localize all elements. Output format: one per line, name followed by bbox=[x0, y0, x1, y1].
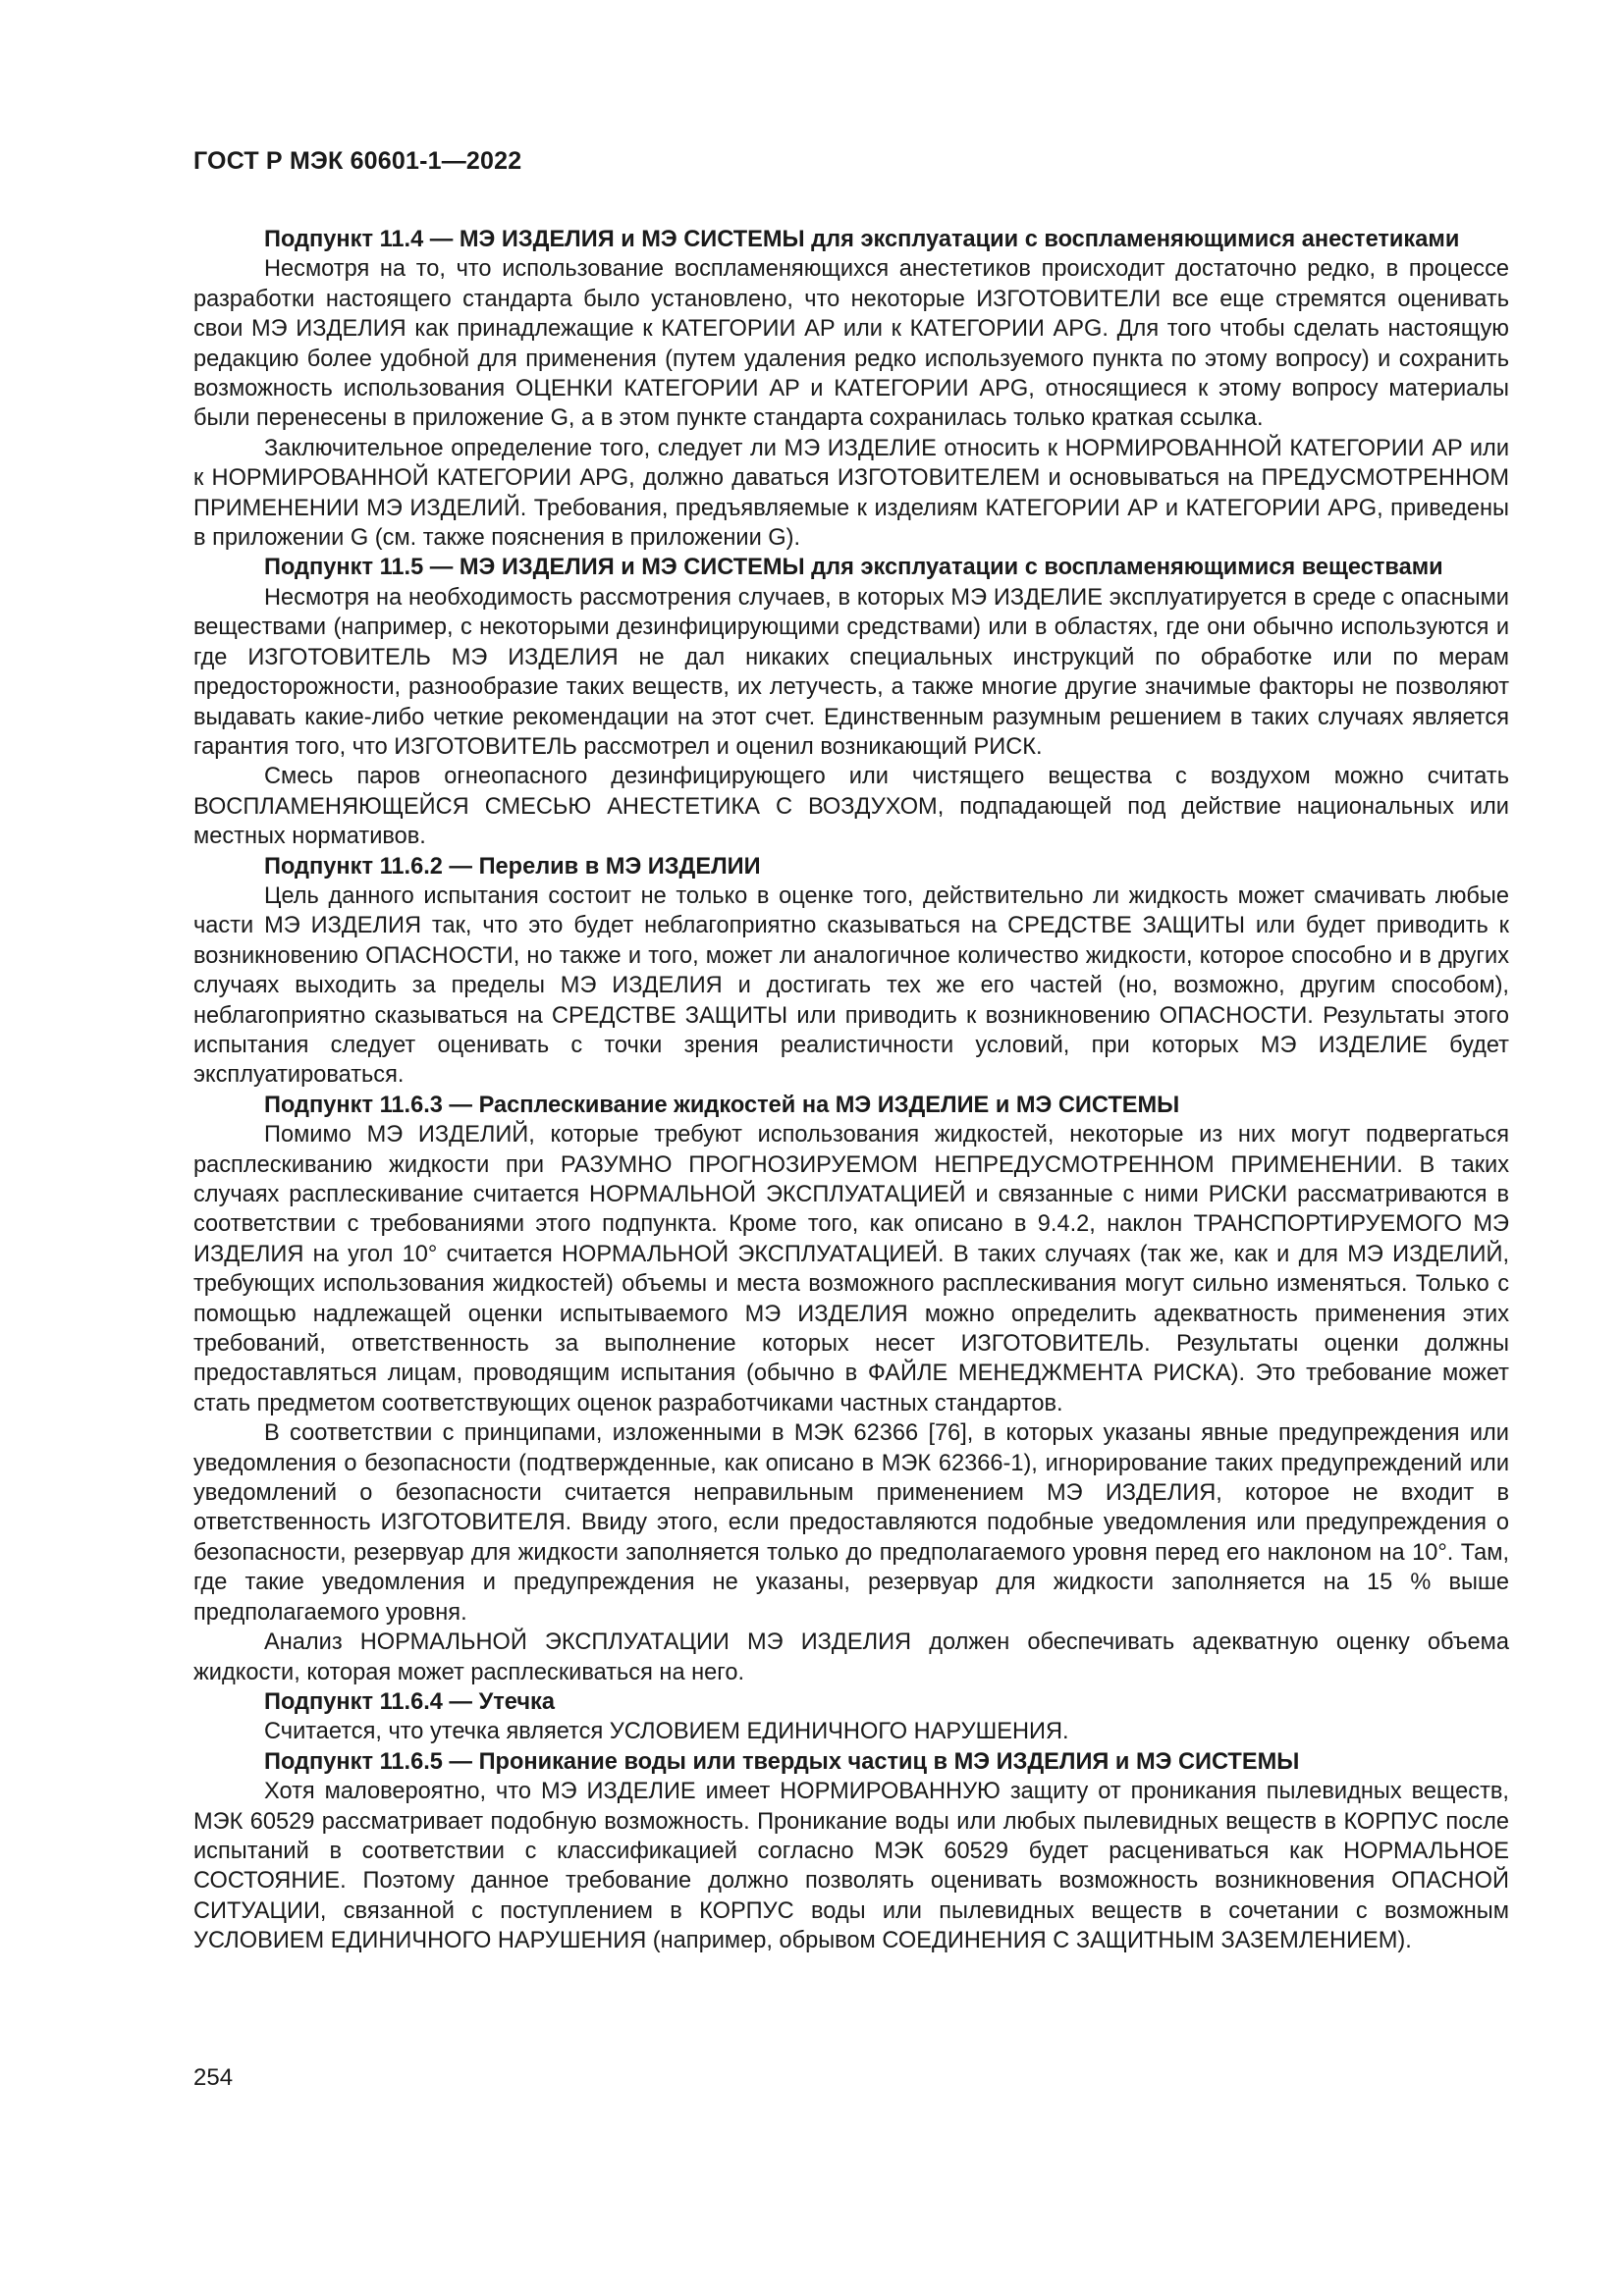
section-heading: Подпункт 11.6.2 — Перелив в МЭ ИЗДЕЛИИ bbox=[264, 853, 761, 880]
body-paragraph: Помимо МЭ ИЗДЕЛИЙ, которые требуют использования жидкостей, некоторые из них могут подвергаться расплескиванию жидкости при РАЗУМНО ПРОГНОЗИРУЕМОМ НЕПРЕДУСМОТРЕННОМ ПРИМЕНЕНИИ. В таких случаях расплескивание считается НОРМАЛЬНОЙ ЭКСПЛУАТАЦИЕЙ и связанные с ними РИСКИ рассматриваются в соответствии с требованиями этого подпункта. Кроме того, как описано в 9.4.2, наклон ТРАНСПОРТИРУЕМОГО МЭ ИЗДЕЛИЯ на угол 10° считается НОРМАЛЬНОЙ ЭКСПЛУАТАЦИЕЙ. В таких случаях (так же, как и для МЭ ИЗДЕЛИЙ, требующих использования жидкостей) объемы и места возможного расплескивания могут сильно изменяться. Только с помощью надлежащей оценки испытываемого МЭ ИЗДЕЛИЯ можно определить адекватность применения этих требований, ответственность за выполнение которых несет ИЗГОТОВИТЕЛЬ. Результаты оценки должны предоставляться лицам, проводящим испытания (обычно в ФАЙЛЕ МЕНЕДЖМЕНТА РИСКА). Это требование может стать предметом соответствующих оценок разработчиками частных стандартов. bbox=[193, 1122, 1509, 1416]
body-paragraph: Хотя маловероятно, что МЭ ИЗДЕЛИЕ имеет НОРМИРОВАННУЮ защиту от проникания пылевидных веществ, МЭК 60529 рассматривает подобную возможность. Проникание воды или любых пылевидных веществ в КОРПУС после испытаний в соответствии с классификацией согласно МЭК 60529 будет расцениваться как НОРМАЛЬНОЕ СОСТОЯНИЕ. Поэтому данное требование должно позволять оценивать возможность возникновения ОПАСНОЙ СИТУАЦИИ, связанной с поступлением в КОРПУС воды или пылевидных веществ в сочетании с возможным УСЛОВИЕМ ЕДИНИЧНОГО НАРУШЕНИЯ (например, обрывом СОЕДИНЕНИЯ С ЗАЩИТНЫМ ЗАЗЕМЛЕНИЕМ). bbox=[193, 1779, 1509, 1954]
body-paragraph: В соответствии с принципами, изложенными в МЭК 62366 [76], в которых указаны явные предупреждения или уведомления о безопасности (подтвержденные, как описано в МЭК 62366-1), игнорирование таких предупреждений или уведомлений о безопасности считается неправильным применением МЭ ИЗДЕЛИЯ, которое не входит в ответственность ИЗГОТОВИТЕЛЯ. Ввиду этого, если предоставляются подобные уведомления или предупреждения о безопасности, резервуар для жидкости заполняется только до предполагаемого уровня перед его наклоном на 10°. Там, где такие уведомления и предупреждения не указаны, резервуар для жидкости заполняется на 15 % выше предполагаемого уровня. bbox=[193, 1420, 1509, 1626]
document-body bbox=[193, 225, 1509, 1956]
body-paragraph: Цель данного испытания состоит не только в оценке того, действительно ли жидкость может смачивать любые части МЭ ИЗДЕЛИЯ так, что это будет неблагоприятно сказываться на СРЕДСТВЕ ЗАЩИТЫ или будет приводить к возникновению ОПАСНОСТИ, но также и того, может ли аналогичное количество жидкости, которое способно и в других случаях выходить за пределы МЭ ИЗДЕЛИЯ и достигать тех же его частей (но, возможно, другим способом), неблагоприятно сказываться на СРЕДСТВЕ ЗАЩИТЫ или приводить к возникновению ОПАСНОСТИ. Результаты этого испытания следует оценивать с точки зрения реалистичности условий, при которых МЭ ИЗДЕЛИЕ будет эксплуатироваться. bbox=[193, 882, 1509, 1089]
body-paragraph: Несмотря на необходимость рассмотрения случаев, в которых МЭ ИЗДЕЛИЕ эксплуатируется в среде с опасными веществами (например, с некоторыми дезинфицирующими средствами) или в областях, где они обычно используются и где ИЗГОТОВИТЕЛЬ МЭ ИЗДЕЛИЯ не дал никаких специальных инструкций по обработке или по мерам предосторожности, разнообразие таких веществ, их летучесть, а также многие другие значимые факторы не позволяют выдавать какие-либо четкие рекомендации на этот счет. Единственным разумным решением в таких случаях является гарантия того, что ИЗГОТОВИТЕЛЬ рассмотрел и оценил возникающий РИСК. bbox=[193, 584, 1509, 760]
body-paragraph: Считается, что утечка является УСЛОВИЕМ ЕДИНИЧНОГО НАРУШЕНИЯ. bbox=[264, 1719, 1069, 1745]
section-heading: Подпункт 11.4 — МЭ ИЗДЕЛИЯ и МЭ СИСТЕМЫ для эксплуатации с воспламеняющимися анестетиками bbox=[264, 227, 1460, 252]
body-paragraph: Смесь паров огнеопасного дезинфицирующего или чистящего вещества с воздухом можно считать ВОСПЛАМЕНЯЮЩЕЙСЯ СМЕСЬЮ АНЕСТЕТИКА С ВОЗДУХОМ, подпадающей под действие национальных или местных нормативов. bbox=[193, 764, 1509, 850]
section-heading: Подпункт 11.6.3 — Расплескивание жидкостей на МЭ ИЗДЕЛИЕ и МЭ СИСТЕМЫ bbox=[264, 1092, 1180, 1118]
body-paragraph: Анализ НОРМАЛЬНОЙ ЭКСПЛУАТАЦИИ МЭ ИЗДЕЛИЯ должен обеспечивать адекватную оценку объема жидкости, которая может расплескиваться на него. bbox=[193, 1629, 1509, 1685]
section-heading: Подпункт 11.5 — МЭ ИЗДЕЛИЯ и МЭ СИСТЕМЫ для эксплуатации с воспламеняющимися веществами bbox=[264, 555, 1443, 581]
document-header: ГОСТ Р МЭК 60601-1—2022 bbox=[193, 147, 522, 175]
section-heading: Подпункт 11.6.4 — Утечка bbox=[264, 1688, 555, 1715]
body-paragraph: Несмотря на то, что использование воспламеняющихся анестетиков происходит достаточно редко, в процессе разработки настоящего стандарта было установлено, что некоторые ИЗГОТОВИТЕЛИ все еще стремятся оценивать свои МЭ ИЗДЕЛИЯ как принадлежащие к КАТЕГОРИИ AP или к КАТЕГОРИИ APG. Для того чтобы сделать настоящую редакцию более удобной для применения (путем удаления редко используемого пункта по этому вопросу) и сохранить возможность использования ОЦЕНКИ КАТЕГОРИИ AP и КАТЕГОРИИ APG, относящиеся к этому вопросу материалы были перенесены в приложение G, а в этом пункте стандарта сохранилась только краткая ссылка. bbox=[193, 256, 1509, 432]
page-number: 254 bbox=[193, 2064, 234, 2091]
section-heading: Подпункт 11.6.5 — Проникание воды или твердых частиц в МЭ ИЗДЕЛИЯ и МЭ СИСТЕМЫ bbox=[264, 1748, 1300, 1775]
body-paragraph: Заключительное определение того, следует ли МЭ ИЗДЕЛИЕ относить к НОРМИРОВАННОЙ КАТЕГОРИИ AP или к НОРМИРОВАННОЙ КАТЕГОРИИ APG, должно даваться ИЗГОТОВИТЕЛЕМ и основываться на ПРЕДУСМОТРЕННОМ ПРИМЕНЕНИИ МЭ ИЗДЕЛИЙ. Требования, предъявляемые к изделиям КАТЕГОРИИ AP и КАТЕГОРИИ APG, приведены в приложении G (см. также пояснения в приложении G). bbox=[193, 435, 1509, 552]
